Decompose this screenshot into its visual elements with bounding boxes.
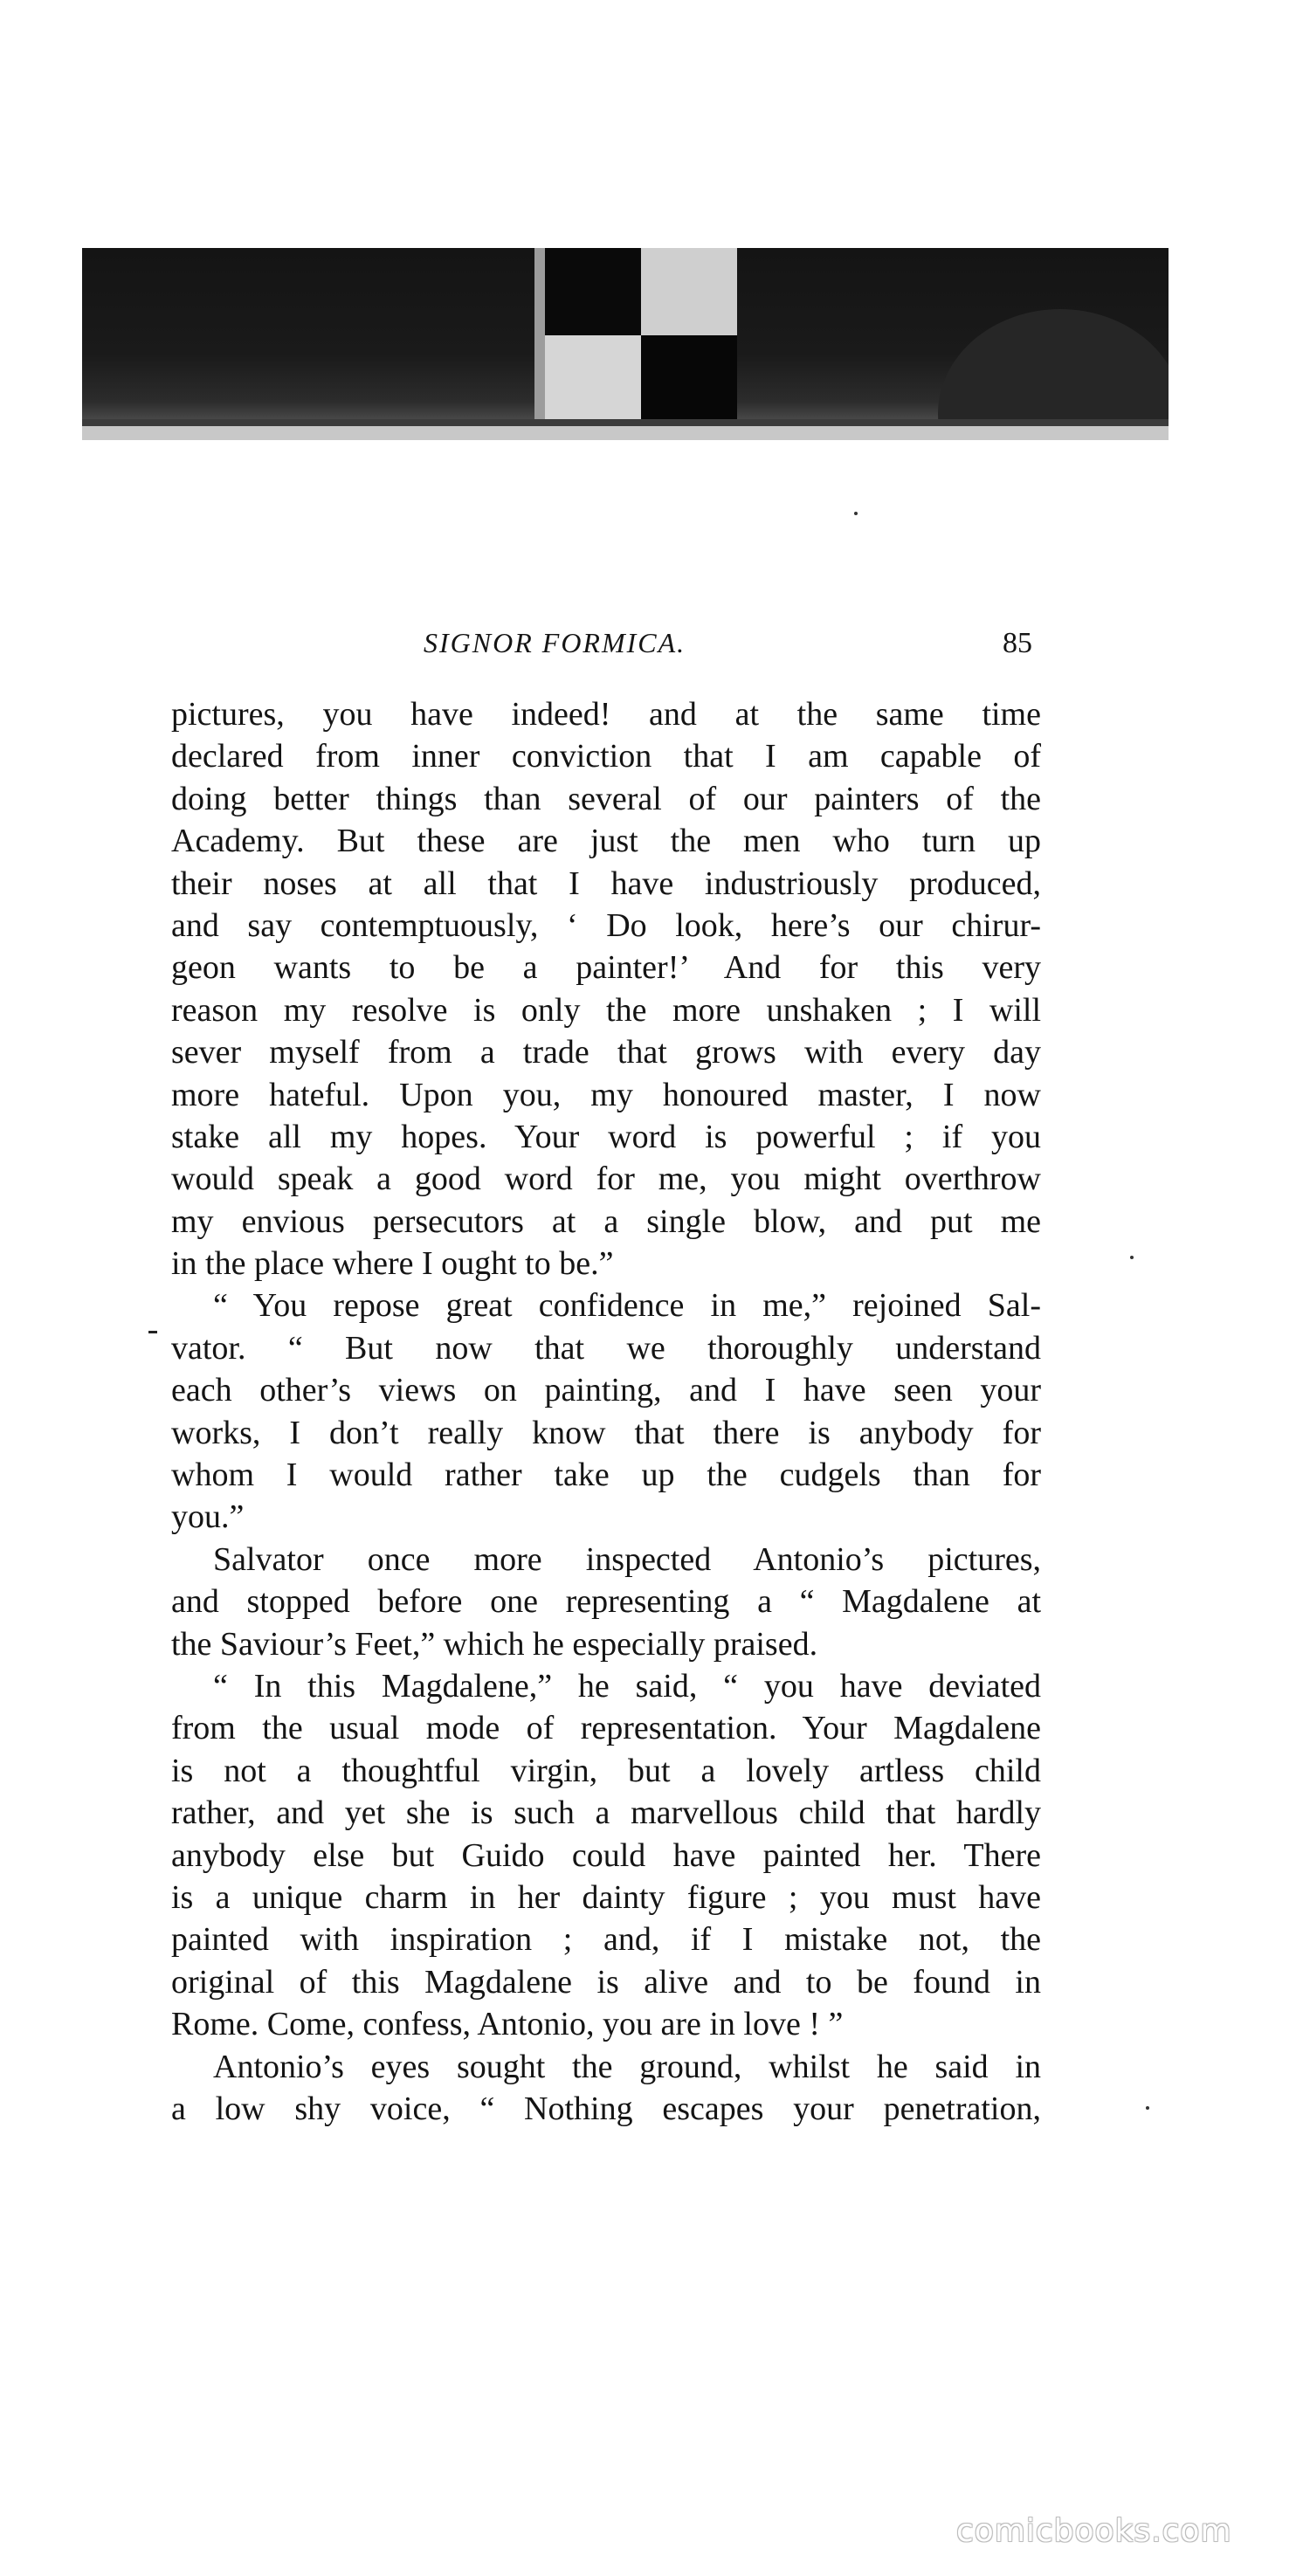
fragment-rule-light — [82, 426, 1169, 440]
text-line: is not a thoughtful virgin, but a lovely artless child — [171, 1752, 1041, 1789]
fragment-block-dark — [641, 335, 737, 423]
text-line: declared from inner conviction that I am capable of — [171, 738, 1041, 775]
text-line: and stopped before one representing a “ Magdalene at — [171, 1583, 1041, 1621]
text-line: whom I would rather take up the cudgels than for — [171, 1457, 1041, 1494]
text-line: and say contemptuously, ‘ Do look, here’s our chirur- — [171, 906, 1041, 944]
text-line: sever myself from a trade that grows with every day — [171, 1034, 1041, 1071]
text-line: in the place where I ought to be.” — [171, 1245, 614, 1283]
scanned-image-fragment — [82, 248, 1169, 440]
text-line: each other’s views on painting, and I have seen your — [171, 1372, 1041, 1409]
running-head — [0, 627, 1303, 671]
text-line: works, I don’t really know that there is anybody for — [171, 1414, 1041, 1451]
text-line: original of this Magdalene is alive and to be found in — [171, 1963, 1041, 2001]
text-line: Academy. But these are just the men who turn up — [171, 823, 1041, 860]
scan-speck — [854, 512, 858, 515]
text-line: doing better things than several of our painters of the — [171, 780, 1041, 817]
body-text — [171, 693, 1041, 2130]
text-line: from the usual mode of representation. Your Magdalene — [171, 1710, 1041, 1747]
text-line: more hateful. Upon you, my honoured master, I now — [171, 1076, 1041, 1113]
text-line: geon wants to be a painter!’ And for this very — [171, 949, 1041, 987]
scan-speck — [1146, 2106, 1149, 2110]
fragment-frame — [534, 248, 545, 423]
text-line: vator. “ But now that we thoroughly understand — [171, 1329, 1041, 1367]
margin-mark — [148, 1331, 157, 1333]
text-line: their noses at all that I have industriously produced, — [171, 864, 1041, 902]
text-line: painted with inspiration ; and, if I mistake not, the — [171, 1921, 1041, 1959]
fragment-block-light — [545, 335, 641, 423]
text-line: rather, and yet she is such a marvellous child that hardly — [171, 1794, 1041, 1832]
page-number: 85 — [1003, 627, 1032, 659]
fragment-block-light — [641, 248, 737, 335]
watermark: comicbooks.com — [956, 2513, 1232, 2549]
running-title: SIGNOR FORMICA. — [424, 627, 686, 658]
text-line: “ In this Magdalene,” he said, “ you have deviated — [213, 1667, 1041, 1705]
text-line: stake all my hopes. Your word is powerful ; if you — [171, 1118, 1041, 1155]
text-line: my envious persecutors at a single blow, and put me — [171, 1202, 1041, 1240]
text-line: you.” — [171, 1498, 245, 1536]
text-line: Salvator once more inspected Antonio’s pictures, — [213, 1540, 1041, 1578]
text-line: “ You repose great confidence in me,” rejoined Sal- — [213, 1287, 1041, 1325]
text-line: a low shy voice, “ Nothing escapes your penetration, — [171, 2090, 1041, 2127]
text-line: reason my resolve is only the more unshaken ; I will — [171, 991, 1041, 1029]
text-line: Antonio’s eyes sought the ground, whilst he said in — [213, 2048, 1041, 2085]
text-line: anybody else but Guido could have painted her. There — [171, 1836, 1041, 1874]
fragment-block-dark — [545, 248, 641, 335]
text-line: pictures, you have indeed! and at the same time — [171, 696, 1041, 733]
fragment-rule — [82, 419, 1169, 426]
text-line: is a unique charm in her dainty figure ; you must have — [171, 1878, 1041, 1916]
text-line: Rome. Come, confess, Antonio, you are in love ! ” — [171, 2006, 844, 2043]
text-line: the Saviour’s Feet,” which he especially praised. — [171, 1625, 818, 1663]
scan-speck — [1130, 1256, 1134, 1259]
text-line: would speak a good word for me, you might overthrow — [171, 1161, 1041, 1198]
